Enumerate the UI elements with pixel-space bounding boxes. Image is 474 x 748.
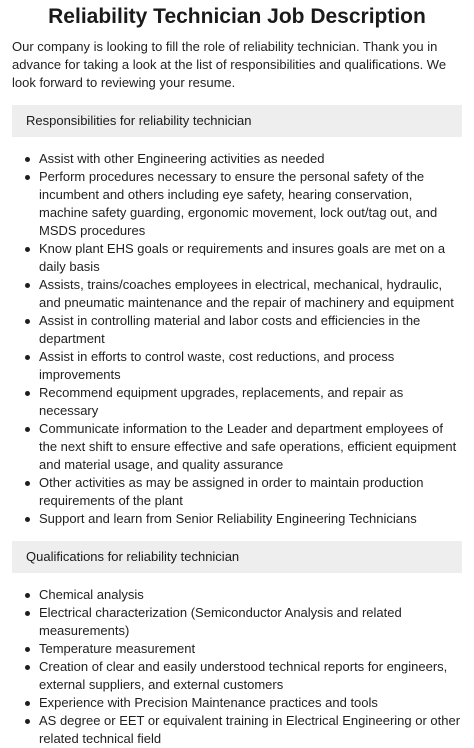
list-item-text: Assist with other Engineering activities as needed	[39, 151, 325, 166]
bullet-icon	[25, 647, 30, 652]
bullet-icon	[25, 701, 30, 706]
list-item-text: Support and learn from Senior Reliability Engineering Technicians	[39, 511, 417, 526]
list-item	[12, 420, 462, 474]
list-item	[12, 384, 462, 420]
bullet-icon	[25, 665, 30, 670]
list-item	[12, 658, 462, 694]
list-item-text: Communicate information to the Leader and department employees of the next shift to ensure effective and safe operations, efficient equipment and material usage, and quality assurance	[39, 421, 457, 472]
list-item	[12, 276, 462, 312]
bullet-icon	[25, 611, 30, 616]
list-item-text: Know plant EHS goals or requirements and insures goals are met on a daily basis	[39, 241, 446, 274]
bullet-icon	[25, 247, 30, 252]
list-item	[12, 474, 462, 510]
bullet-icon	[25, 719, 30, 724]
list-item	[12, 604, 462, 640]
bullet-icon	[25, 593, 30, 598]
bullet-icon	[25, 175, 30, 180]
list-item-text: AS degree or EET or equivalent training in Electrical Engineering or other related technical field	[39, 713, 461, 746]
bullet-icon	[25, 283, 30, 288]
list-item-text: Perform procedures necessary to ensure the personal safety of the incumbent and others including eye safety, hearing conservation, machine safety guarding, ergonomic movement, lock out/tag out, and MSDS procedures	[39, 169, 438, 238]
list-item	[12, 348, 462, 384]
list-item	[12, 168, 462, 240]
page-title: Reliability Technician Job Description	[48, 5, 426, 28]
bullet-icon	[25, 355, 30, 360]
responsibilities-list	[12, 150, 462, 528]
list-item-text: Chemical analysis	[39, 587, 144, 602]
list-item	[12, 640, 462, 658]
list-item-text: Other activities as may be assigned in order to maintain production requirements of the plant	[39, 475, 424, 508]
list-item	[12, 240, 462, 276]
list-item-text: Temperature measurement	[39, 641, 196, 656]
qualifications-header	[12, 541, 462, 573]
bullet-icon	[25, 391, 30, 396]
list-item-text: Recommend equipment upgrades, replacements, and repair as necessary	[39, 385, 404, 418]
bullet-icon	[25, 319, 30, 324]
list-item	[12, 712, 462, 748]
bullet-icon	[25, 427, 30, 432]
responsibilities-heading: Responsibilities for reliability technician	[26, 113, 252, 128]
qualifications-list	[12, 586, 462, 748]
bullet-icon	[25, 481, 30, 486]
bullet-icon	[25, 157, 30, 162]
list-item-text: Experience with Precision Maintenance practices and tools	[39, 695, 378, 710]
list-item-text: Creation of clear and easily understood technical reports for engineers, external suppliers, and external customers	[39, 659, 448, 692]
list-item	[12, 586, 462, 604]
list-item-text: Assists, trains/coaches employees in electrical, mechanical, hydraulic, and pneumatic maintenance and the repair of machinery and equipment	[39, 277, 454, 310]
responsibilities-header	[12, 105, 462, 137]
intro-paragraph: Our company is looking to fill the role of reliability technician. Thank you in advance for taking a look at the list of responsibilities and qualifications. We look forward to reviewing your resume.	[12, 39, 447, 90]
list-item	[12, 150, 462, 168]
list-item-text: Assist in controlling material and labor costs and efficiencies in the department	[39, 313, 421, 346]
list-item-text: Electrical characterization (Semiconductor Analysis and related measurements)	[39, 605, 402, 638]
list-item	[12, 312, 462, 348]
bullet-icon	[25, 517, 30, 522]
list-item-text: Assist in efforts to control waste, cost reductions, and process improvements	[39, 349, 395, 382]
qualifications-heading: Qualifications for reliability technician	[26, 549, 240, 564]
list-item	[12, 510, 462, 528]
list-item	[12, 694, 462, 712]
